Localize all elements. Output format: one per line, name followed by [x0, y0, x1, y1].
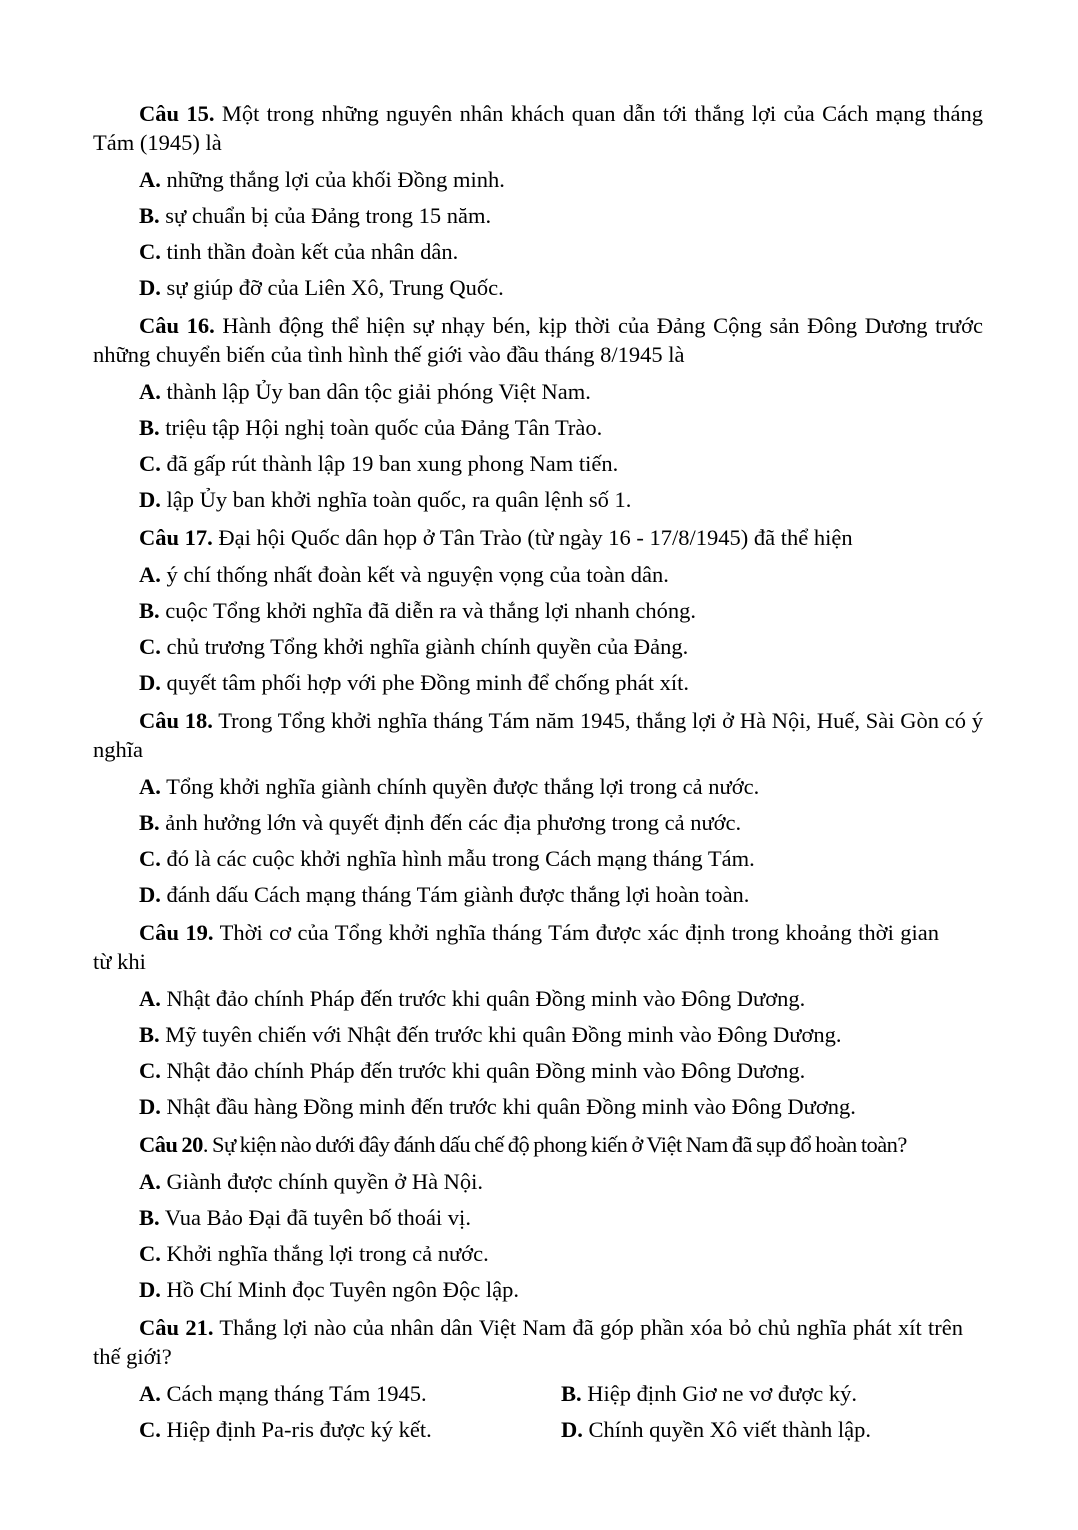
- option-text: Cách mạng tháng Tám 1945.: [160, 1381, 427, 1406]
- option-text: sự giúp đỡ của Liên Xô, Trung Quốc.: [160, 275, 504, 300]
- option-letter: D.: [139, 275, 161, 300]
- option-letter: A.: [139, 774, 161, 799]
- option-b: [561, 1376, 983, 1412]
- option-letter: D.: [139, 1277, 161, 1302]
- option-letter: C.: [139, 1417, 161, 1442]
- question-stem: [93, 918, 983, 976]
- option-b: [93, 198, 983, 234]
- option-a: [93, 162, 983, 198]
- option-letter: C.: [139, 451, 161, 476]
- option-letter: A.: [139, 379, 161, 404]
- question-17: [93, 523, 983, 701]
- option-letter: A.: [139, 167, 161, 192]
- option-text: đó là các cuộc khởi nghĩa hình mẫu trong Cách mạng tháng Tám.: [160, 846, 755, 871]
- option-text: Chính quyền Xô viết thành lập.: [582, 1417, 871, 1442]
- option-text: Hiệp định Giơ ne vơ được ký.: [581, 1381, 857, 1406]
- option-a: [93, 769, 983, 805]
- question-label: Câu 20: [139, 1132, 203, 1157]
- option-c: [93, 446, 983, 482]
- option-d: [93, 270, 983, 306]
- option-c: [139, 1412, 561, 1448]
- option-text: Hồ Chí Minh đọc Tuyên ngôn Độc lập.: [160, 1277, 520, 1302]
- question-15: [93, 99, 983, 306]
- question-21: [93, 1313, 983, 1448]
- question-label: Câu 16.: [139, 313, 215, 338]
- question-19: [93, 918, 983, 1125]
- option-text: ý chí thống nhất đoàn kết và nguyện vọng của toàn dân.: [160, 562, 669, 587]
- question-text: Trong Tổng khởi nghĩa tháng Tám năm 1945, thắng lợi ở Hà Nội, Huế, Sài Gòn có ý nghĩa: [93, 708, 983, 762]
- option-text: Tổng khởi nghĩa giành chính quyền được thắng lợi trong cả nước.: [160, 774, 760, 799]
- option-b: [93, 410, 983, 446]
- exam-page: [93, 99, 983, 1448]
- option-a: [139, 1376, 561, 1412]
- option-letter: C.: [139, 1241, 161, 1266]
- option-text: đã gấp rút thành lập 19 ban xung phong Nam tiến.: [160, 451, 619, 476]
- question-text: Một trong những nguyên nhân khách quan dẫn tới thắng lợi của Cách mạng tháng Tám (1945) là: [93, 101, 983, 155]
- option-b: [93, 1017, 983, 1053]
- option-letter: D.: [139, 670, 161, 695]
- option-text: Giành được chính quyền ở Hà Nội.: [160, 1169, 484, 1194]
- option-b: [93, 805, 983, 841]
- option-c: [93, 841, 983, 877]
- option-letter: A.: [139, 986, 161, 1011]
- option-d: [561, 1412, 983, 1448]
- option-c: [93, 1236, 983, 1272]
- option-d: [93, 665, 983, 701]
- option-c: [93, 1053, 983, 1089]
- option-b: [93, 1200, 983, 1236]
- question-text: Đại hội Quốc dân họp ở Tân Trào (từ ngày 16 - 17/8/1945) đã thể hiện: [212, 525, 853, 550]
- option-b: [93, 593, 983, 629]
- question-stem: [93, 1130, 983, 1159]
- option-text: chủ trương Tổng khởi nghĩa giành chính quyền của Đảng.: [160, 634, 689, 659]
- option-text: Nhật đảo chính Pháp đến trước khi quân Đồng minh vào Đông Dương.: [160, 1058, 806, 1083]
- question-label: Câu 15.: [139, 101, 215, 126]
- option-letter: D.: [139, 882, 161, 907]
- option-letter: C.: [139, 239, 161, 264]
- question-label: Câu 21.: [139, 1315, 214, 1340]
- option-d: [93, 1089, 983, 1125]
- option-text: Nhật đầu hàng Đồng minh đến trước khi quân Đồng minh vào Đông Dương.: [160, 1094, 856, 1119]
- option-text: Vua Bảo Đại đã tuyên bố thoái vị.: [159, 1205, 471, 1230]
- option-text: thành lập Ủy ban dân tộc giải phóng Việt Nam.: [160, 379, 591, 404]
- option-a: [93, 557, 983, 593]
- option-letter: B.: [139, 1205, 160, 1230]
- option-text: sự chuẩn bị của Đảng trong 15 năm.: [159, 203, 492, 228]
- option-text: tinh thần đoàn kết của nhân dân.: [160, 239, 459, 264]
- question-text: . Sự kiện nào dưới đây đánh dấu chế độ phong kiến ở Việt Nam đã sụp đổ hoàn toàn?: [202, 1132, 907, 1157]
- option-text: những thắng lợi của khối Đồng minh.: [160, 167, 505, 192]
- option-text: ảnh hưởng lớn và quyết định đến các địa phương trong cả nước.: [159, 810, 742, 835]
- option-letter: B.: [139, 810, 160, 835]
- option-letter: B.: [139, 203, 160, 228]
- option-letter: B.: [139, 415, 160, 440]
- option-text: cuộc Tổng khởi nghĩa đã diễn ra và thắng lợi nhanh chóng.: [159, 598, 697, 623]
- option-letter: B.: [139, 1022, 160, 1047]
- option-text: Hiệp định Pa-ris được ký kết.: [160, 1417, 432, 1442]
- option-letter: A.: [139, 562, 161, 587]
- question-stem: [93, 99, 983, 157]
- question-20: [93, 1130, 983, 1308]
- option-c: [93, 629, 983, 665]
- question-stem: [93, 523, 983, 552]
- question-text: Thời cơ của Tổng khởi nghĩa tháng Tám được xác định trong khoảng thời gian từ khi: [93, 920, 939, 974]
- option-letter: A.: [139, 1381, 161, 1406]
- option-text: quyết tâm phối hợp với phe Đồng minh để chống phát xít.: [160, 670, 689, 695]
- option-text: triệu tập Hội nghị toàn quốc của Đảng Tân Trào.: [159, 415, 603, 440]
- option-text: đánh dấu Cách mạng tháng Tám giành được thắng lợi hoàn toàn.: [160, 882, 750, 907]
- question-stem: [93, 1313, 983, 1371]
- option-text: Nhật đảo chính Pháp đến trước khi quân Đồng minh vào Đông Dương.: [160, 986, 806, 1011]
- option-row: [93, 1412, 983, 1448]
- option-a: [93, 1164, 983, 1200]
- question-label: Câu 17.: [139, 525, 213, 550]
- option-row: [93, 1376, 983, 1412]
- option-a: [93, 374, 983, 410]
- option-d: [93, 482, 983, 518]
- option-letter: B.: [561, 1381, 582, 1406]
- question-text: Hành động thể hiện sự nhạy bén, kịp thời của Đảng Cộng sản Đông Dương trước những chuyển biến của tình hình thế giới vào đầu tháng 8/1945 là: [93, 313, 983, 367]
- option-d: [93, 877, 983, 913]
- option-letter: B.: [139, 598, 160, 623]
- option-letter: C.: [139, 634, 161, 659]
- option-d: [93, 1272, 983, 1308]
- option-a: [93, 981, 983, 1017]
- question-16: [93, 311, 983, 518]
- option-letter: C.: [139, 1058, 161, 1083]
- question-stem: [93, 706, 983, 764]
- option-text: Mỹ tuyên chiến với Nhật đến trước khi quân Đồng minh vào Đông Dương.: [159, 1022, 842, 1047]
- option-c: [93, 234, 983, 270]
- question-label: Câu 18.: [139, 708, 213, 733]
- question-label: Câu 19.: [139, 920, 214, 945]
- option-text: lập Ủy ban khởi nghĩa toàn quốc, ra quân lệnh số 1.: [160, 487, 632, 512]
- question-text: Thắng lợi nào của nhân dân Việt Nam đã góp phần xóa bỏ chủ nghĩa phát xít trên thế giới?: [93, 1315, 964, 1369]
- option-letter: C.: [139, 846, 161, 871]
- option-letter: D.: [139, 487, 161, 512]
- option-letter: D.: [561, 1417, 583, 1442]
- option-letter: A.: [139, 1169, 161, 1194]
- option-letter: D.: [139, 1094, 161, 1119]
- question-18: [93, 706, 983, 913]
- option-text: Khởi nghĩa thắng lợi trong cả nước.: [160, 1241, 489, 1266]
- question-stem: [93, 311, 983, 369]
